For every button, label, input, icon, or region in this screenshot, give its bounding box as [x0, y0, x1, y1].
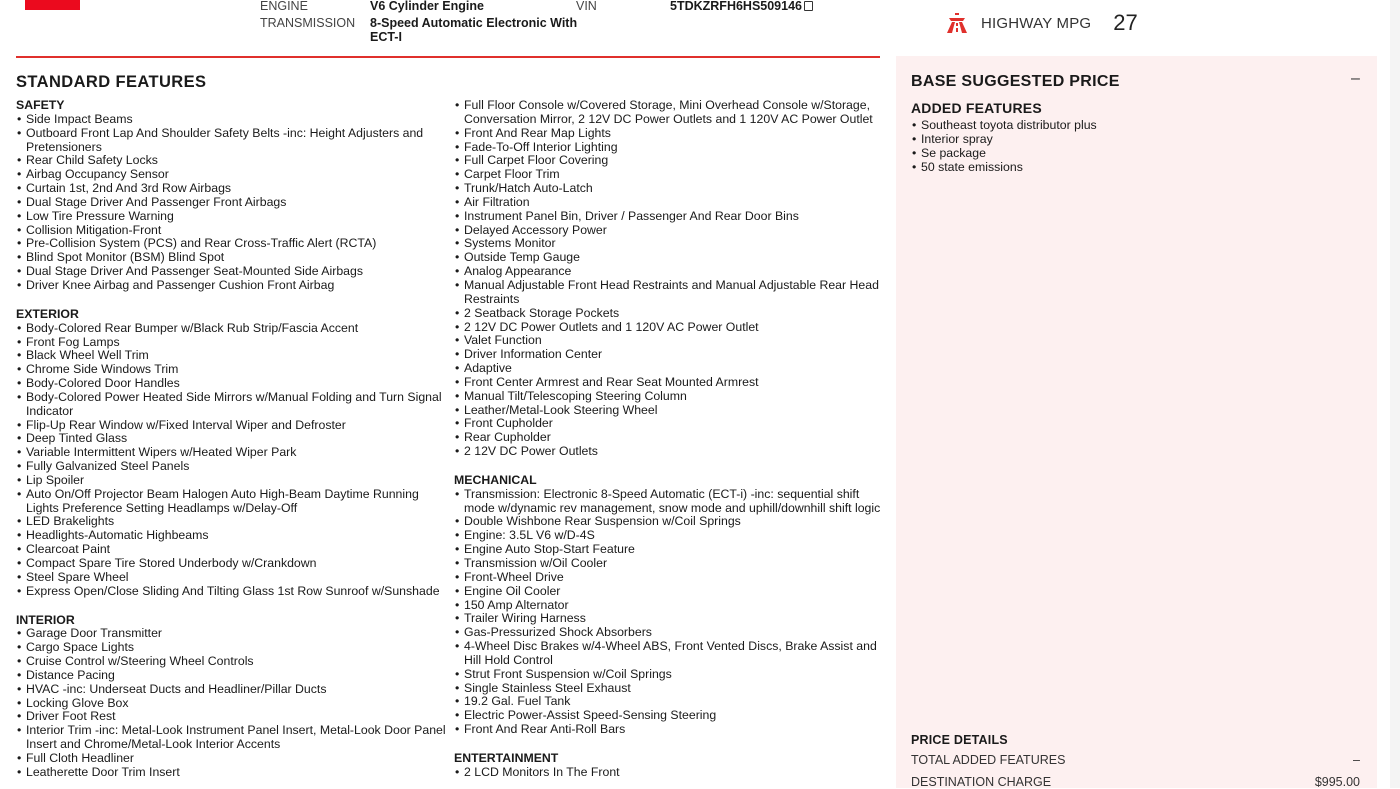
feature-list [16, 627, 446, 779]
feature-item: • 4-Wheel Disc Brakes w/4-Wheel ABS, Front Vented Discs, Brake Assist and Hill Hold Control [454, 640, 884, 668]
feature-item: • Strut Front Suspension w/Coil Springs [454, 668, 884, 682]
feature-item: • Interior Trim -inc: Metal-Look Instrument Panel Insert, Metal-Look Door Panel Insert and Chrome/Metal-Look Interior Accents [16, 724, 446, 752]
feature-category-title: MECHANICAL [454, 472, 537, 487]
added-feature-item: • Southeast toyota distributor plus [911, 119, 1351, 133]
feature-item: • Pre-Collision System (PCS) and Rear Cross-Traffic Alert (RCTA) [16, 237, 446, 251]
feature-item: • Rear Child Safety Locks [16, 154, 446, 168]
feature-item: • Front Fog Lamps [16, 336, 446, 350]
highway-mpg-label: HIGHWAY MPG [981, 14, 1092, 32]
feature-item: • Driver Knee Airbag and Passenger Cushion Front Airbag [16, 279, 446, 293]
vin-text: 5TDKZRFH6HS509146 [670, 0, 802, 13]
added-feature-item: • Se package [911, 147, 1351, 161]
features-column-2 [454, 99, 884, 780]
feature-item: • 2 LCD Monitors In The Front [454, 766, 884, 780]
feature-list [454, 766, 884, 780]
copy-icon[interactable] [804, 1, 813, 11]
feature-item: • Systems Monitor [454, 237, 884, 251]
feature-item: • Headlights-Automatic Highbeams [16, 529, 446, 543]
feature-item: • Front-Wheel Drive [454, 571, 884, 585]
feature-item: • Deep Tinted Glass [16, 432, 446, 446]
feature-item: • Gas-Pressurized Shock Absorbers [454, 626, 884, 640]
feature-item: • Delayed Accessory Power [454, 224, 884, 238]
feature-item: • Manual Adjustable Front Head Restraints and Manual Adjustable Rear Head Restraints [454, 279, 884, 307]
price-panel [896, 56, 1377, 788]
feature-item: • Trunk/Hatch Auto-Latch [454, 182, 884, 196]
vin-label: VIN [576, 0, 597, 13]
feature-item: • Leatherette Door Trim Insert [16, 766, 446, 780]
feature-item: • Body-Colored Rear Bumper w/Black Rub Strip/Fascia Accent [16, 322, 446, 336]
added-feature-item: • Interior spray [911, 133, 1351, 147]
feature-item: • Front Cupholder [454, 417, 884, 431]
price-row-value: $995.00 [1314, 775, 1360, 789]
price-details-title: PRICE DETAILS [911, 733, 1008, 747]
brand-logo [25, 0, 80, 10]
feature-item: • Double Wishbone Rear Suspension w/Coil Springs [454, 515, 884, 529]
feature-item: • Instrument Panel Bin, Driver / Passenger And Rear Door Bins [454, 210, 884, 224]
feature-item: • Curtain 1st, 2nd And 3rd Row Airbags [16, 182, 446, 196]
feature-item: • Engine Oil Cooler [454, 585, 884, 599]
feature-item: • Black Wheel Well Trim [16, 349, 446, 363]
feature-item: • Dual Stage Driver And Passenger Seat-Mounted Side Airbags [16, 265, 446, 279]
feature-item: • Full Cloth Headliner [16, 752, 446, 766]
feature-category-title: ENTERTAINMENT [454, 750, 559, 765]
added-feature-item: • 50 state emissions [911, 161, 1351, 175]
scrollbar[interactable] [1390, 0, 1400, 788]
transmission-value-line2: ECT-I [370, 30, 402, 44]
feature-item: • Single Stainless Steel Exhaust [454, 682, 884, 696]
feature-item: • Front And Rear Map Lights [454, 127, 884, 141]
feature-item: • Engine: 3.5L V6 w/D-4S [454, 529, 884, 543]
feature-item: • Blind Spot Monitor (BSM) Blind Spot [16, 251, 446, 265]
price-row-destination [911, 775, 1360, 789]
feature-item: • Front And Rear Anti-Roll Bars [454, 723, 884, 737]
price-row-label: DESTINATION CHARGE [911, 775, 1052, 789]
transmission-value-line1: 8-Speed Automatic Electronic With [370, 16, 578, 30]
engine-value: V6 Cylinder Engine [370, 0, 484, 13]
feature-item: • Outside Temp Gauge [454, 251, 884, 265]
collapse-button[interactable]: – [1351, 70, 1360, 87]
price-row-value: – [1353, 753, 1360, 767]
feature-item: • Transmission: Electronic 8-Speed Automatic (ECT-i) -inc: sequential shift mode w/dynamic rev management, snow mode and uphill/downhill shift logic [454, 488, 884, 516]
standard-features-title: STANDARD FEATURES [16, 73, 207, 91]
feature-item: • Fully Galvanized Steel Panels [16, 460, 446, 474]
transmission-label: TRANSMISSION [260, 16, 356, 30]
price-row-total-added [911, 753, 1360, 767]
feature-list [454, 99, 884, 459]
feature-item: • HVAC -inc: Underseat Ducts and Headliner/Pillar Ducts [16, 683, 446, 697]
feature-item: • Low Tire Pressure Warning [16, 210, 446, 224]
feature-item: • Transmission w/Oil Cooler [454, 557, 884, 571]
feature-item: • Analog Appearance [454, 265, 884, 279]
feature-list [16, 322, 446, 599]
feature-item: • 150 Amp Alternator [454, 599, 884, 613]
engine-label: ENGINE [260, 0, 308, 13]
feature-item: • Collision Mitigation-Front [16, 224, 446, 238]
feature-item: • Airbag Occupancy Sensor [16, 168, 446, 182]
feature-item: • Side Impact Beams [16, 113, 446, 127]
feature-item: • Outboard Front Lap And Shoulder Safety Belts -inc: Height Adjusters and Pretensioners [16, 127, 446, 155]
feature-item: • Driver Information Center [454, 348, 884, 362]
feature-item: • Engine Auto Stop-Start Feature [454, 543, 884, 557]
feature-item: • 19.2 Gal. Fuel Tank [454, 695, 884, 709]
feature-item: • 2 12V DC Power Outlets and 1 120V AC Power Outlet [454, 321, 884, 335]
vin-value [670, 0, 813, 13]
feature-item: • Dual Stage Driver And Passenger Front Airbags [16, 196, 446, 210]
feature-item: • Auto On/Off Projector Beam Halogen Auto High-Beam Daytime Running Lights Preference Setting Headlamps w/Delay-Off [16, 488, 446, 516]
feature-item: • Compact Spare Tire Stored Underbody w/Crankdown [16, 557, 446, 571]
feature-item: • Full Floor Console w/Covered Storage, Mini Overhead Console w/Storage, Conversation Mirror, 2 12V DC Power Outlets and 1 120V AC Power Outlet [454, 99, 884, 127]
features-column-1 [16, 99, 446, 780]
feature-item: • Manual Tilt/Telescoping Steering Column [454, 390, 884, 404]
feature-item: • 2 Seatback Storage Pockets [454, 307, 884, 321]
highway-mpg-value: 27 [1113, 10, 1138, 35]
feature-item: • Air Filtration [454, 196, 884, 210]
feature-item: • Steel Spare Wheel [16, 571, 446, 585]
feature-item: • Distance Pacing [16, 669, 446, 683]
feature-item: • Lip Spoiler [16, 474, 446, 488]
section-divider [16, 56, 880, 58]
feature-item: • Adaptive [454, 362, 884, 376]
feature-item: • 2 12V DC Power Outlets [454, 445, 884, 459]
feature-category-title: SAFETY [16, 98, 65, 112]
feature-item: • Cruise Control w/Steering Wheel Controls [16, 655, 446, 669]
added-features-list [911, 119, 1351, 174]
feature-item: • Flip-Up Rear Window w/Fixed Interval Wiper and Defroster [16, 419, 446, 433]
feature-item: • Rear Cupholder [454, 431, 884, 445]
feature-item: • Electric Power-Assist Speed-Sensing Steering [454, 709, 884, 723]
feature-item: • Clearcoat Paint [16, 543, 446, 557]
feature-list [454, 488, 884, 737]
feature-item: • Trailer Wiring Harness [454, 612, 884, 626]
feature-item: • Full Carpet Floor Covering [454, 154, 884, 168]
feature-category-title: EXTERIOR [16, 306, 79, 321]
feature-item: • LED Brakelights [16, 515, 446, 529]
price-row-label: TOTAL ADDED FEATURES [911, 753, 1066, 767]
feature-item: • Driver Foot Rest [16, 710, 446, 724]
feature-item: • Locking Glove Box [16, 697, 446, 711]
base-price-title: BASE SUGGESTED PRICE [911, 73, 1120, 90]
feature-item: • Variable Intermittent Wipers w/Heated Wiper Park [16, 446, 446, 460]
feature-list [16, 113, 446, 293]
added-features-title: ADDED FEATURES [911, 100, 1042, 116]
feature-item: • Fade-To-Off Interior Lighting [454, 141, 884, 155]
feature-item: • Front Center Armrest and Rear Seat Mounted Armrest [454, 376, 884, 390]
feature-category-title: INTERIOR [16, 612, 75, 627]
highway-icon [946, 12, 968, 34]
feature-item: • Body-Colored Power Heated Side Mirrors w/Manual Folding and Turn Signal Indicator [16, 391, 446, 419]
feature-item: • Carpet Floor Trim [454, 168, 884, 182]
feature-item: • Express Open/Close Sliding And Tilting Glass 1st Row Sunroof w/Sunshade [16, 585, 446, 599]
highway-mpg [946, 10, 1138, 36]
feature-item: • Cargo Space Lights [16, 641, 446, 655]
feature-item: • Garage Door Transmitter [16, 627, 446, 641]
feature-item: • Body-Colored Door Handles [16, 377, 446, 391]
feature-item: • Valet Function [454, 334, 884, 348]
feature-item: • Leather/Metal-Look Steering Wheel [454, 404, 884, 418]
feature-item: • Chrome Side Windows Trim [16, 363, 446, 377]
